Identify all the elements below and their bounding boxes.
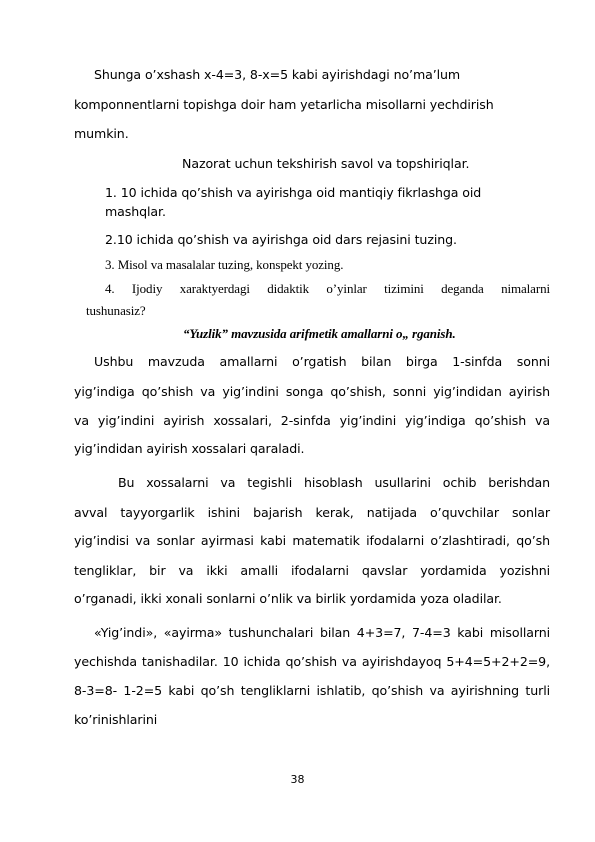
intro-line-2: komponnentlarni topishga doir ham yetarlicha misollarni yechdirish: [74, 97, 494, 112]
para1-line-4: yig’indidan ayirish xossalari qaraladi.: [74, 441, 305, 456]
para2-line-4: tengliklar, bir va ikki amalli ifodalarni qavslar yordamida yozishni: [74, 563, 550, 578]
para1-line-1: Ushbu mavzuda amallarni o’rgatish bilan birga 1-sinfda sonni: [94, 354, 550, 369]
intro-line-3: mumkin.: [74, 126, 129, 141]
para2-line-1: Bu xossalarni va tegishli hisoblash usullarini ochib berishdan: [118, 475, 550, 490]
question-1-line-2: mashqlar.: [105, 204, 166, 219]
control-title: Nazorat uchun tekshirish savol va topshiriqlar.: [182, 156, 470, 171]
question-4-line-1: 4. Ijodiy xaraktyerdagi didaktik o’yinlar tizimini deganda nimalarni: [105, 281, 550, 296]
para2-line-2: avval tayyorgarlik ishini bajarish kerak, natijada o’quvchilar sonlar: [74, 505, 550, 520]
section-heading: “Yuzlik” mavzusida arifmetik amallarni o„ rganish.: [183, 326, 456, 341]
para3-line-2: yechishda tanishadilar. 10 ichida qo’shish va ayirishdayoq 5+4=5+2+2=9,: [74, 654, 550, 669]
para1-line-3: va yig’indini ayirish xossalari, 2-sinfda yig’indini yig’indiga qo’shish va: [74, 413, 550, 428]
question-1-line-1: 1. 10 ichida qo’shish va ayirishga oid mantiqiy fikrlashga oid: [105, 185, 482, 200]
para3-line-3: 8-3=8- 1-2=5 kabi qo’sh tengliklarni ishlatib, qo’shish va ayirishning turli: [74, 683, 550, 698]
para3-line-1: «Yig’indi», «ayirma» tushunchalari bilan 4+3=7, 7-4=3 kabi misollarni: [94, 625, 550, 640]
para2-line-3: yig’indisi va sonlar ayirmasi kabi matematik ifodalarni o’zlashtiradi, qo’sh: [74, 533, 550, 548]
question-4-line-2: tushunasiz?: [86, 303, 146, 318]
para1-line-2: yig’indiga qo’shish va yig’indini songa qo’shish, sonni yig’indidan ayirish: [74, 384, 550, 399]
para2-line-5: o’rganadi, ikki xonali sonlarni o’nlik va birlik yordamida yoza oladilar.: [74, 591, 502, 606]
para3-line-4: ko’rinishlarini: [74, 712, 158, 727]
intro-line-1: Shunga o’xshash x-4=3, 8-x=5 kabi ayirishdagi no’ma’lum: [94, 67, 461, 82]
question-2: 2.10 ichida qo’shish va ayirishga oid dars rejasini tuzing.: [105, 232, 457, 247]
question-3: 3. Misol va masalalar tuzing, konspekt yozing.: [105, 257, 344, 272]
page-number: 38: [290, 773, 305, 786]
